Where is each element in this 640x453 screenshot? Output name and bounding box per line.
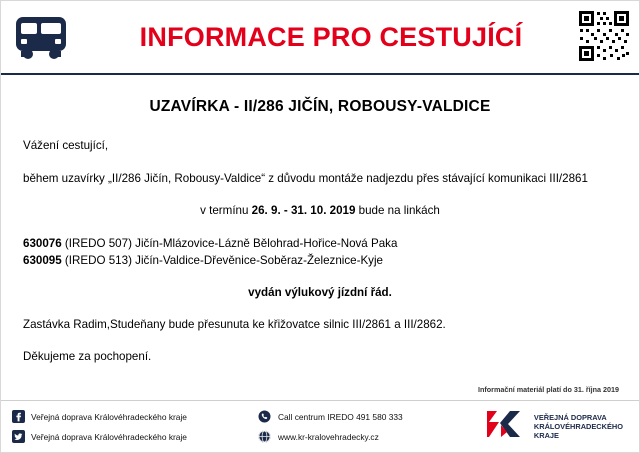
brand-logo: [483, 408, 629, 445]
validity-note: Informační materiál platí do 31. října 2019: [477, 385, 619, 394]
term-paragraph: [23, 203, 617, 219]
line-description: (IREDO 513) Jičín-Valdice-Dřevěnice-Soběraz-Železnice-Kyje: [64, 253, 384, 267]
document-body: [1, 98, 639, 365]
kralovehradecky-kraj-logo: [483, 408, 527, 445]
affected-lines: [23, 236, 617, 270]
brand-text: [534, 413, 623, 441]
term-suffix: bude na linkách: [355, 204, 440, 218]
list-item: [23, 236, 617, 253]
bus-icon: [11, 11, 71, 63]
intro-paragraph: během uzavírky „II/286 Jičín, Robousy-Valdice“ z důvodu montáže nadjezdu přes stávající komunikaci III/2861: [23, 171, 588, 185]
footer-twitter-label: Veřejná doprava Královéhradeckého kraje: [31, 431, 187, 442]
header: [1, 1, 639, 75]
term-prefix: v termínu: [200, 204, 252, 218]
brand-line-1: VEŘEJNÁ DOPRAVA: [533, 412, 607, 422]
footer-social-column: [11, 410, 236, 444]
line-description: (IREDO 507) Jičín-Mlázovice-Lázně Bělohrad-Hořice-Nová Paka: [64, 236, 398, 250]
line-number: 630076: [23, 236, 62, 250]
qr-code: [577, 9, 631, 63]
footer-contact-column: [236, 410, 483, 444]
term-dates: 26. 9. - 31. 10. 2019: [251, 204, 356, 218]
result-paragraph: vydán výlukový jízdní řád.: [248, 285, 392, 299]
page-title: INFORMACE PRO CESTUJÍCÍ: [139, 21, 523, 52]
twitter-icon: [11, 430, 25, 444]
closure-title: UZAVÍRKA - II/286 JIČÍN, ROBOUSY-VALDICE: [149, 98, 491, 115]
stop-note-paragraph: Zastávka Radim,Studeňany bude přesunuta ke křižovatce silnic III/2861 a III/2862.: [23, 317, 446, 331]
footer-twitter-item[interactable]: [11, 430, 236, 444]
footer-web-label: www.kr-kralovehradecky.cz: [277, 431, 379, 442]
line-number: 630095: [23, 253, 62, 267]
brand-line-2: KRÁLOVÉHRADECKÉHO: [533, 421, 623, 431]
list-item: [23, 253, 617, 270]
phone-icon: [258, 410, 272, 424]
footer-facebook-item[interactable]: [11, 410, 236, 424]
salutation: Vážení cestující,: [23, 139, 109, 152]
footer-facebook-label: Veřejná doprava Královéhradeckého kraje: [31, 411, 187, 422]
thanks-paragraph: Děkujeme za pochopení.: [23, 350, 152, 364]
facebook-icon: [11, 410, 25, 424]
footer-phone-label: Call centrum IREDO 491 580 333: [277, 411, 403, 422]
brand-line-3: KRAJE: [533, 431, 559, 441]
footer: [1, 400, 639, 452]
footer-web-item[interactable]: [258, 430, 483, 444]
web-icon: [258, 430, 272, 444]
footer-phone-item[interactable]: [258, 410, 483, 424]
